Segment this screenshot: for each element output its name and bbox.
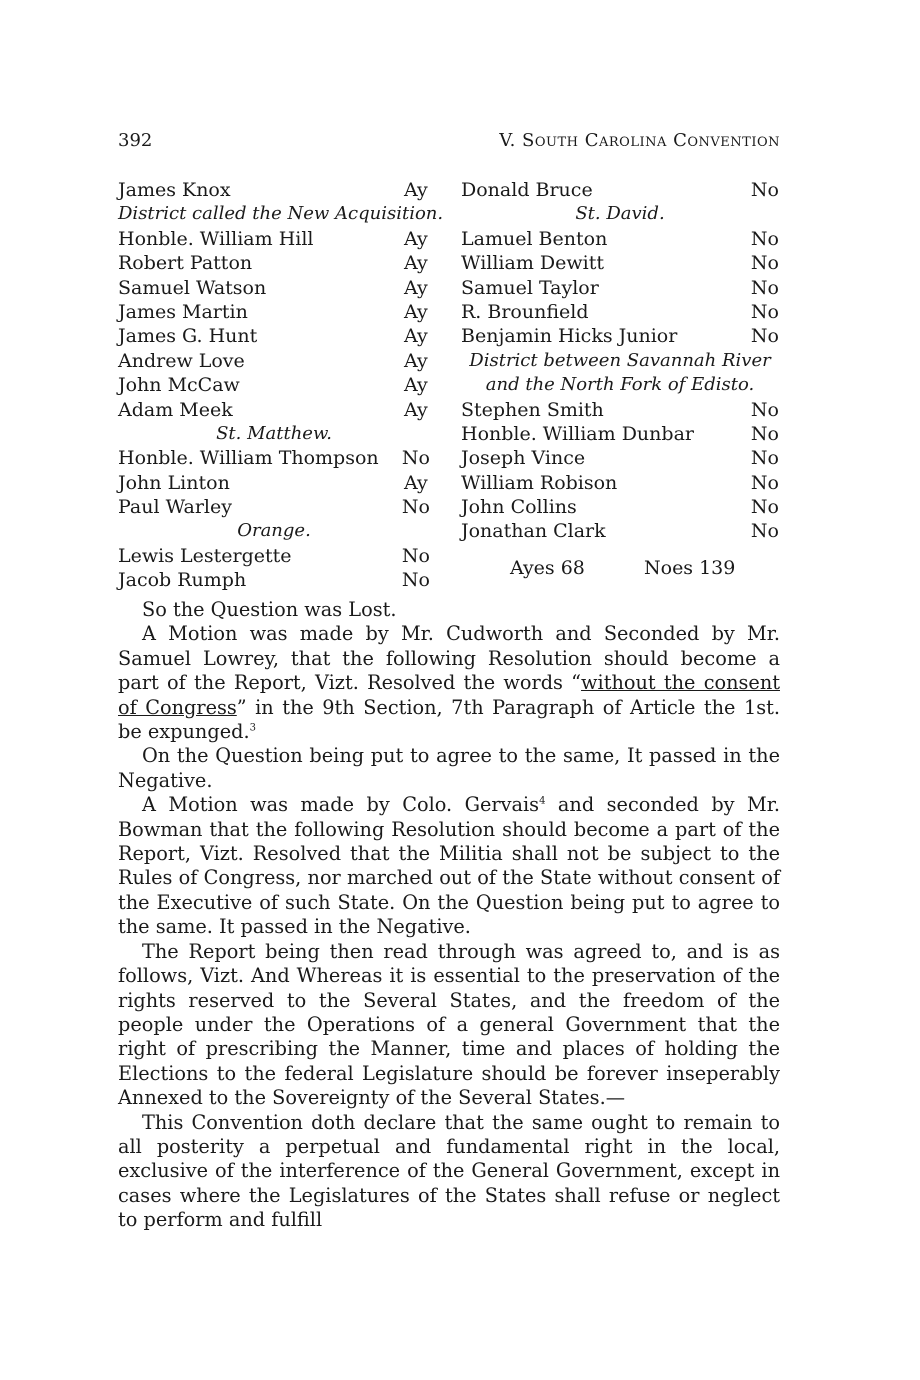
vote-value: No <box>750 179 779 201</box>
vote-row <box>118 568 430 592</box>
vote-value: Ay <box>404 325 428 348</box>
vote-row <box>118 178 430 202</box>
running-head <box>118 130 780 154</box>
district-heading: St. Matthew. <box>216 422 332 444</box>
text-run: So the Question was Lost. <box>142 598 397 621</box>
vote-row <box>118 398 430 422</box>
vote-row <box>118 495 430 519</box>
vote-row <box>461 446 779 470</box>
delegate-name: Samuel Taylor <box>461 276 599 299</box>
delegate-name: William Robison <box>461 471 618 494</box>
vote-value: Ay <box>404 398 428 421</box>
vote-value: No <box>750 471 779 494</box>
district-heading: and the North Fork of Edisto. <box>485 374 755 396</box>
vote-row <box>118 300 430 324</box>
delegate-name: Lewis Lestergette <box>118 544 292 567</box>
delegate-name: Honble. William Dunbar <box>461 422 694 445</box>
text-run: A Motion was made by Mr. Cudworth and Seconded by Mr. Samuel Lowrey, that the following Resolution should become a part of the Report, Vizt. Resolved the words “ <box>118 622 780 695</box>
text-run: ” in the 9th Section, 7th Paragraph of Article the 1st. be expunged. <box>118 695 780 744</box>
noes-total: Noes 139 <box>644 557 736 579</box>
vote-value: Ay <box>404 300 428 323</box>
vote-value: No <box>750 276 779 299</box>
delegate-name: Paul Warley <box>118 496 232 519</box>
vote-totals <box>510 555 750 581</box>
delegate-name: James G. Hunt <box>118 325 258 348</box>
delegate-name: James Knox <box>118 179 231 201</box>
paragraph <box>118 598 780 622</box>
text-run: The Report being then read through was agreed to, and is as follows, Vizt. And Whereas it is essential to the preservation of the rights reserved to the Several States, and the freedom of the people under the Operations of a general Government that the right of prescribing the Manner, time and places of holding the Elections to the federal Legislature should be forever inseperably Annexed to the Sovereignty of the Several States.— <box>118 939 780 1110</box>
delegate-name: Stephen Smith <box>461 398 604 421</box>
delegate-name: John Collins <box>461 496 577 519</box>
vote-value: No <box>401 569 430 592</box>
text-run: This Convention doth declare that the same ought to remain to all posterity a perpetual and fundamental right in the local, exclusive of the interference of the General Government, except in cases where the Legislatures of the States shall refuse or neglect to perform and fulfill <box>118 1110 780 1232</box>
vote-value: No <box>750 520 779 543</box>
vote-value: No <box>750 496 779 519</box>
vote-list-left-column <box>118 178 444 593</box>
delegate-name: Adam Meek <box>118 398 233 421</box>
vote-row <box>461 519 779 543</box>
vote-row <box>461 251 779 275</box>
vote-row <box>461 178 779 202</box>
body-text <box>118 598 780 1233</box>
vote-value: No <box>750 252 779 275</box>
vote-value: Ay <box>404 179 428 201</box>
district-heading: District between Savannah River <box>469 349 771 371</box>
vote-list-right-column <box>461 178 779 544</box>
vote-row <box>118 276 430 300</box>
paragraph <box>118 793 780 939</box>
paragraph <box>118 1111 780 1233</box>
paragraph <box>118 940 780 1111</box>
vote-value: Ay <box>404 227 428 250</box>
vote-row <box>118 373 430 397</box>
vote-value: No <box>401 447 430 470</box>
district-heading: District called the New Acquisition. <box>118 203 444 225</box>
vote-value: No <box>750 447 779 470</box>
vote-value: Ay <box>404 252 428 275</box>
vote-value: Ay <box>404 471 428 494</box>
vote-value: Ay <box>404 349 428 372</box>
delegate-name: Andrew Love <box>118 349 245 372</box>
vote-row <box>461 300 779 324</box>
vote-value: Ay <box>404 374 428 397</box>
vote-value: No <box>401 496 430 519</box>
vote-row <box>118 251 430 275</box>
vote-row <box>118 324 430 348</box>
text-run: On the Question being put to agree to the same, It passed in the Negative. <box>118 744 780 792</box>
ayes-total: Ayes 68 <box>510 557 585 579</box>
underlined-text: without the consent of Congress <box>118 671 780 719</box>
delegate-name: Benjamin Hicks Junior <box>461 325 678 348</box>
vote-row <box>461 227 779 251</box>
delegate-name: John McCaw <box>118 374 240 397</box>
delegate-name: Donald Bruce <box>461 179 593 201</box>
vote-row <box>118 349 430 373</box>
paragraph <box>118 744 780 793</box>
vote-value: No <box>750 325 779 348</box>
vote-row <box>461 398 779 422</box>
delegate-name: Jacob Rumph <box>118 569 247 592</box>
delegate-name: R. Brounfield <box>461 300 589 323</box>
vote-value: Ay <box>404 276 428 299</box>
vote-row <box>118 446 430 470</box>
delegate-name: Honble. William Hill <box>118 227 314 250</box>
delegate-name: Samuel Watson <box>118 276 267 299</box>
delegate-name: Jonathan Clark <box>461 520 606 543</box>
page-number: 392 <box>118 130 153 151</box>
vote-value: No <box>401 544 430 567</box>
vote-row <box>461 276 779 300</box>
delegate-name: Lamuel Benton <box>461 227 608 250</box>
vote-value: No <box>750 422 779 445</box>
delegate-name: Joseph Vince <box>461 447 586 470</box>
vote-row <box>461 324 779 348</box>
vote-row <box>461 495 779 519</box>
running-head-title: V. South Carolina Convention <box>499 130 780 151</box>
footnote-marker: 3 <box>249 722 256 734</box>
footnote-marker: 4 <box>539 795 546 807</box>
vote-value: No <box>750 398 779 421</box>
delegate-name: James Martin <box>118 300 248 323</box>
vote-row <box>118 471 430 495</box>
vote-row <box>461 471 779 495</box>
district-heading: St. David. <box>575 203 665 225</box>
paragraph <box>118 622 780 744</box>
vote-value: No <box>750 227 779 250</box>
vote-value: No <box>750 300 779 323</box>
delegate-name: Robert Patton <box>118 252 253 275</box>
vote-row <box>461 422 779 446</box>
text-run: and seconded by Mr. Bowman that the following Resolution should become a part of the Report, Vizt. Resolved that the Militia shall not be subject to the Rules of Congress, nor marched out of the State without consent of the Executive of such State. On the Question being put to agree to the same. It passed in the Negative. <box>118 793 780 939</box>
delegate-name: Honble. William Thompson <box>118 447 379 470</box>
text-run: A Motion was made by Colo. Gervais <box>142 793 540 817</box>
vote-row <box>118 544 430 568</box>
vote-row <box>118 227 430 251</box>
delegate-name: William Dewitt <box>461 252 604 275</box>
delegate-name: John Linton <box>118 471 230 494</box>
district-heading: Orange. <box>237 520 311 542</box>
